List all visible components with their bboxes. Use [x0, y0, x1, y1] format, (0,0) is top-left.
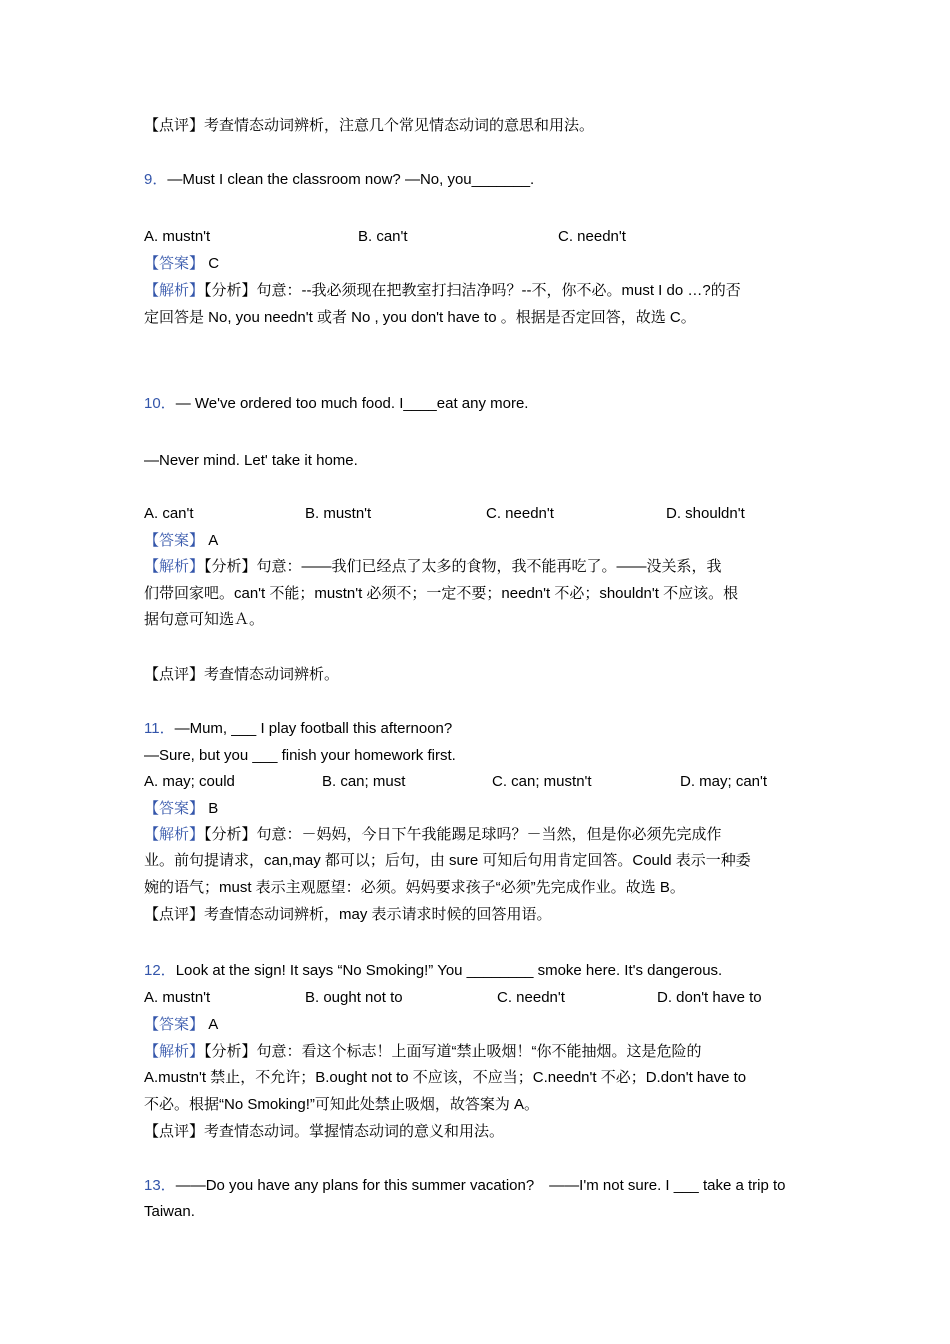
question-stem: —Must I clean the classroom now? —No, you_______.	[167, 171, 535, 188]
question-stem-reply: —Never mind. Let' take it home.	[144, 452, 358, 469]
analysis-label: 【解析】	[144, 1043, 205, 1060]
option-c: C. can; mustn't	[492, 773, 592, 790]
question-stem: Look at the sign! It says “No Smoking!” You ________ smoke here. It's dangerous.	[175, 962, 723, 979]
question-number: 10．	[144, 395, 176, 412]
answer-label: 【答案】	[144, 800, 205, 817]
question-9	[144, 170, 534, 190]
analysis-line	[144, 825, 722, 845]
analysis-label: 【解析】	[144, 282, 205, 299]
question-number: 11．	[144, 720, 175, 737]
question-stem: ——Do you have any plans for this summer vacation? ——I'm not sure. I ___ take a trip to	[175, 1177, 786, 1194]
analysis-text: A.mustn't 禁止，不允许；B.ought not to 不应该，不应当；C.needn't 不必；D.don't have to	[144, 1069, 747, 1086]
option-d: D. don't have to	[657, 989, 762, 1006]
analysis-text: 【分析】句意：--我必须现在把教室打扫洁净吗？--不，你不必。must I do …?的否	[204, 282, 741, 299]
answer-line	[144, 799, 218, 819]
option-c: C. needn't	[486, 505, 554, 522]
analysis-text: 们带回家吧。can't 不能；mustn't 必须不；一定不要；needn't 不必；shouldn't 不应该。根	[144, 585, 739, 602]
question-13	[144, 1176, 786, 1196]
option-a: A. mustn't	[144, 228, 211, 245]
analysis-text: 定回答是 No, you needn't 或者 No , you don't have to 。根据是否定回答，故选 C。	[144, 309, 696, 326]
question-number: 13．	[144, 1177, 176, 1194]
analysis-text: 【分析】句意：看这个标志！上面写道“禁止吸烟！“你不能抽烟。这是危险的	[204, 1043, 702, 1060]
question-number: 9．	[144, 171, 168, 188]
option-a: A. may; could	[144, 773, 235, 790]
review-text: 【点评】考查情态动词辨析。	[144, 666, 340, 683]
analysis-text: 据句意可知选Ａ。	[144, 611, 265, 628]
answer-line	[144, 531, 218, 551]
option-a: A. can't	[144, 505, 194, 522]
option-b: B. mustn't	[305, 505, 372, 522]
question-stem-continued: Taiwan.	[144, 1203, 195, 1220]
analysis-line	[144, 281, 741, 301]
answer-line	[144, 1015, 218, 1035]
question-11	[144, 719, 452, 739]
review-text: 【点评】考查情态动词辨析，注意几个常见情态动词的意思和用法。	[144, 117, 595, 134]
review-text: 【点评】考查情态动词辨析，may 表示请求时候的回答用语。	[144, 906, 552, 923]
answer-value: B	[208, 800, 219, 817]
analysis-text: 【分析】句意：－妈妈，今日下午我能踢足球吗？－当然，但是你必须先完成作	[204, 826, 722, 843]
analysis-text: 【分析】句意：——我们已经点了太多的食物，我不能再吃了。——没关系，我	[204, 558, 722, 575]
analysis-text: 婉的语气；must 表示主观愿望：必须。妈妈要求孩子“必须”先完成作业。故选 B。	[144, 879, 685, 896]
answer-value: A	[208, 1016, 219, 1033]
option-c: C. needn't	[558, 228, 626, 245]
option-b: B. ought not to	[305, 989, 403, 1006]
question-stem: — We've ordered too much food. I____eat any more.	[175, 395, 529, 412]
question-stem-reply: —Sure, but you ___ finish your homework first.	[144, 747, 456, 764]
answer-label: 【答案】	[144, 255, 205, 272]
review-text: 【点评】考查情态动词。掌握情态动词的意义和用法。	[144, 1123, 505, 1140]
question-stem: —Mum, ___ I play football this afternoon?	[174, 720, 453, 737]
option-a: A. mustn't	[144, 989, 211, 1006]
analysis-text: 业。前句提请求，can,may 都可以；后句，由 sure 可知后句用肯定回答。Could 表示一种委	[144, 852, 751, 869]
question-number: 12．	[144, 962, 176, 979]
answer-line	[144, 254, 219, 274]
analysis-line	[144, 1042, 702, 1062]
option-b: B. can; must	[322, 773, 406, 790]
analysis-label: 【解析】	[144, 826, 205, 843]
answer-label: 【答案】	[144, 532, 205, 549]
question-10	[144, 394, 528, 414]
question-12	[144, 961, 722, 981]
option-b: B. can't	[358, 228, 408, 245]
option-d: D. shouldn't	[666, 505, 745, 522]
answer-value: A	[208, 532, 219, 549]
answer-value: C	[208, 255, 220, 272]
option-c: C. needn't	[497, 989, 565, 1006]
analysis-label: 【解析】	[144, 558, 205, 575]
analysis-line	[144, 557, 722, 577]
analysis-text: 不必。根据“No Smoking!”可知此处禁止吸烟，故答案为 A。	[144, 1096, 540, 1113]
option-d: D. may; can't	[680, 773, 768, 790]
answer-label: 【答案】	[144, 1016, 205, 1033]
